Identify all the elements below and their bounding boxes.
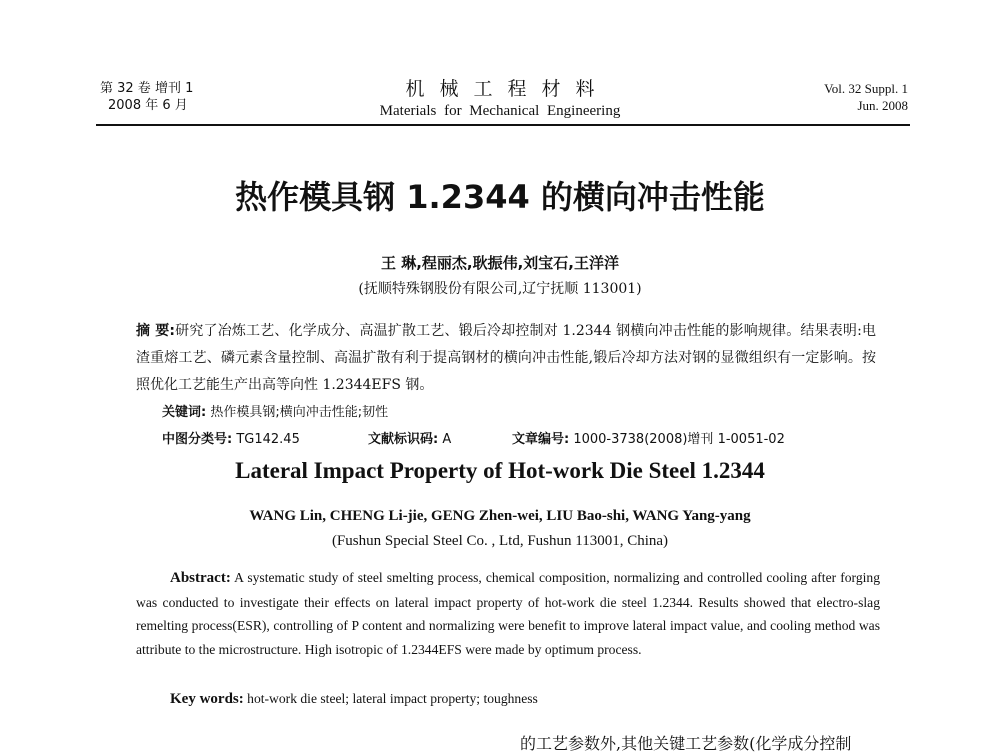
doc-code-label: 文献标识码: (368, 432, 439, 447)
article-number-label: 文章编号: (512, 432, 570, 447)
authors-cn: 王 琳,程丽杰,耿振伟,刘宝石,王洋洋 (380, 254, 620, 272)
clc-number (162, 428, 300, 447)
keywords-en-text: hot-work die steel; lateral impact property; toughness (247, 691, 538, 706)
abstract-cn (136, 318, 876, 399)
abstract-cn-label: 摘 要: (136, 323, 175, 339)
date-cn: 2008 年 6 月 (108, 98, 188, 113)
doc-code-value: A (442, 432, 452, 447)
abstract-cn-text: 研究了冶炼工艺、化学成分、高温扩散工艺、锻后冷却控制对 1.2344 钢横向冲击性能的影响规律。结果表明:电渣重熔工艺、磷元素含量控制、高温扩散有利于提高钢材的横向冲击性能,锻后冷却方法对钢的显微组织有一定影响。按照优化工艺能生产出高等向性 1.2344EFS 钢。 (136, 323, 876, 393)
clc-label: 中图分类号: (162, 432, 233, 447)
keywords-cn-text: 热作模具钢;横向冲击性能;韧性 (210, 405, 389, 420)
header-divider (96, 124, 910, 126)
issue-info-en (824, 80, 908, 114)
authors-en: WANG Lin, CHENG Li-jie, GENG Zhen-wei, LIU Bao-shi, WANG Yang-yang (249, 508, 751, 524)
abstract-en (136, 566, 880, 661)
document-code (368, 428, 451, 447)
keywords-cn-label: 关键词: (162, 405, 207, 420)
volume-en: Vol. 32 Suppl. 1 (824, 81, 908, 96)
clc-value: TG142.45 (236, 432, 300, 447)
keywords-cn (162, 401, 388, 420)
volume-cn: 第 32 卷 增刊 1 (100, 81, 194, 96)
keywords-en-label: Key words: (170, 691, 244, 707)
date-en: Jun. 2008 (857, 98, 908, 113)
affiliation-cn: (抚顺特殊钢股份有限公司,辽宁抚顺 113001) (358, 281, 642, 297)
affiliation-en: (Fushun Special Steel Co. , Ltd, Fushun 113001, China) (331, 533, 669, 549)
journal-name-cn: 机械工程材料 (405, 78, 610, 100)
paper-title-en: Lateral Impact Property of Hot-work Die Steel 1.2344 (235, 458, 765, 483)
abstract-en-label: Abstract: (170, 570, 231, 586)
journal-name-en: Materials for Mechanical Engineering (379, 103, 621, 119)
paper-title-cn: 热作模具钢 1.2344 的横向冲击性能 (235, 178, 765, 216)
abstract-en-text: A systematic study of steel smelting process, chemical composition, normalizing and controlled cooling after forging was conducted to investigate their effects on lateral impact property of hot-work die steel 1.2344. Results showed that electro-slag remelting process(ESR), controlling of P content and normalizing were benefit to improve lateral impact value, and cooling method was attribute to the microstructure. High isotropic of 1.2344EFS were made by optimum process. (136, 570, 880, 657)
body-text-cutoff: 的工艺参数外,其他关键工艺参数(化学成分控制 (520, 734, 852, 753)
article-number (512, 428, 785, 447)
article-number-value: 1000-3738(2008)增刊 1-0051-02 (573, 432, 785, 447)
keywords-en (170, 691, 538, 708)
